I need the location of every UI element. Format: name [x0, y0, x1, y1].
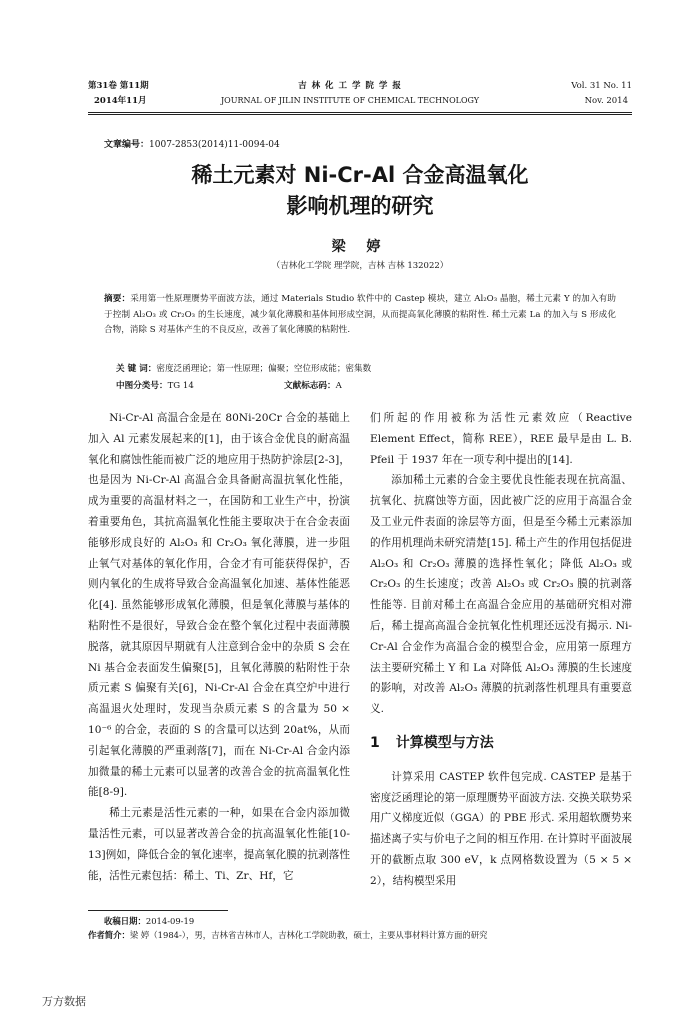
header-rule — [88, 112, 632, 113]
keywords-label: 关 键 词： — [116, 364, 157, 374]
affiliation: （吉林化工学院 理学院，吉林 吉林 132022） — [271, 261, 449, 271]
doc-code-value: A — [335, 381, 342, 391]
right-column — [370, 408, 632, 892]
issue-date: 2014年11月 — [94, 96, 147, 106]
article-number-value: 1007-2853(2014)11-0094-04 — [149, 140, 280, 150]
clc-number — [116, 379, 194, 394]
volume-en: Vol. 31 No. 11 — [571, 81, 632, 91]
document-code — [284, 379, 342, 394]
abstract-text: 采用第一性原理赝势平面波方法，通过 Materials Studio 软件中的 Castep 模块，建立 Al₂O₃ 晶胞，稀土元素 Y 的加入有助于控制 Al₂O₃ 或 Cr₂O₃ 的生长速度，减少氧化薄膜和基体间形成空洞，从而提高氧化薄膜的粘附性. 稀土元素 La 的加入与 S 形成化合物，消除 S 对基体产生的不良反应，改善了氧化薄膜的粘附性. — [104, 294, 616, 335]
keywords — [116, 362, 371, 377]
left-paragraph-2: 稀土元素是活性元素的一种，如果在合金内添加微量活性元素，可以显著改善合金的抗高温氧化性能[10-13]例如，降低合金的氧化速率，提高氧化膜的抗剥落性能，活性元素包括：稀土、Ti、Zr、Hf，它 — [88, 807, 350, 882]
doc-code-label: 文献标志码： — [284, 381, 336, 391]
abstract — [104, 292, 616, 339]
keywords-text: 密度泛函理论；第一性原理；偏聚；空位形成能；密集数 — [156, 364, 372, 374]
right-paragraph-3: 计算采用 CASTEP 软件包完成. CASTEP 是基于密度泛函理论的第一原理赝势平面波方法. 交换关联势采用广义梯度近似（GGA）的 PBE 形式. 采用超软赝势来描述离子实与价电子之间的相互作用. 在计算时平面波展开的截断点取 300 eV，k 点网格数设置为（5 × 5 × 2），结构模型采用 — [370, 770, 632, 887]
journal-name-cn: 吉 林 化 工 学 院 学 报 — [298, 81, 402, 91]
clc-value: TG 14 — [167, 381, 194, 391]
left-paragraph-1: Ni-Cr-Al 高温合金是在 80Ni-20Cr 合金的基础上加入 Al 元素发展起来的[1]，由于该合金优良的耐高温氧化和腐蚀性能而被广泛的地应用于热防护涂层[2-3]，也是因为 Ni-Cr-Al 高温合金具备耐高温抗氧化性能，成为重要的高温材料之一，在国防和工业生产中，扮演着重要角色，其抗高温氧化性能主要取决于在合金表面能够形成良好的 Al₂O₃ 和 Cr₂O₃ 氧化薄膜，进一步阻止氧气对基体的氧化作用，合金才有可能获得保护，否则内氧化的生成将导致合金高温氧化加速、基体性能恶化[4]. 虽然能够形成氧化薄膜，但是氧化薄膜与基体的粘附性不是很好，导致合金在整个氧化过程中表面薄膜脱落，就其原因早期就有人注意到合金中的杂质 S 会在 Ni 基合金表面发生偏聚[5]，且氧化薄膜的粘附性于杂质元素 S 偏聚有关[6]，Ni-Cr-Al 合金在真空炉中进行高温退火处理时，发现当杂质元素 S 的含量为 50 × 10⁻⁶ 的合金，表面的 S 的含量可以达到 20at%，从而引起氧化薄膜的严重剥落[7]，而在 Ni-Cr-Al 合金内添加微量的稀土元素可以显著的改善合金的抗高温氧化性能[8-9]. — [88, 412, 350, 799]
footnote-rule — [88, 910, 228, 911]
bio-label: 作者简介： — [88, 930, 130, 940]
bio-text: 梁 婷（1984-），男，吉林省吉林市人，吉林化工学院助教，硕士，主要从事材料计算方面的研究 — [129, 930, 488, 940]
left-column — [88, 408, 350, 886]
title-line-1: 稀土元素对 Ni-Cr-Al 合金高温氧化 — [191, 163, 529, 187]
abstract-label: 摘要： — [104, 294, 131, 304]
watermark: 万方数据 — [42, 995, 86, 1008]
article-number-label: 文章编号 — [104, 140, 141, 150]
received-label: 收稿日期： — [104, 916, 146, 926]
author-bio — [88, 928, 487, 942]
section-number: 1 — [370, 734, 380, 751]
right-paragraph-2: 添加稀土元素的合金主要优良性能表现在抗高温、抗氧化、抗腐蚀等方面，因此被广泛的应用于高温合金及工业元件表面的涂层等方面，但是至今稀土元素添加的作用机理尚未研究清楚[15]. 稀土产生的作用包括促进 Al₂O₃ 和 Cr₂O₃ 薄膜的选择性氧化；降低 Al₂O₃ 或 Cr₂O₃ 的生长速度；改善 Al₂O₃ 或 Cr₂O₃ 膜的抗剥落性能等. 目前对稀土在高温合金应用的基础研究相对滞后，稀土提高高温合金抗氧化性机理还远没有揭示. Ni-Cr-Al 合金作为高温合金的模型合金，应用第一原理方法主要研究稀土 Y 和 La 对降低 Al₂O₃ 薄膜的生长速度的影响，对改善 Al₂O₃ 薄膜的抗剥落性机理具有重要意义. — [370, 474, 632, 716]
section-title: 计算模型与方法 — [395, 734, 494, 751]
header-rule-2 — [88, 114, 632, 115]
volume-issue: 第31卷 第11期 — [88, 81, 149, 91]
title-line-2: 影响机理的研究 — [286, 194, 434, 218]
author-name: 梁 婷 — [331, 239, 389, 255]
article-number: 文章编号：1007-2853(2014)11-0094-04 — [104, 140, 280, 150]
section-heading — [370, 733, 632, 754]
right-paragraph-1: 们所起的作用被称为活性元素效应（Reactive Element Effect，简称 REE），REE 最早是由 L. B. Pfeil 于 1937 年在一项专利中提出的[14]. — [370, 412, 632, 466]
journal-name-en: JOURNAL OF JILIN INSTITUTE OF CHEMICAL TECHNOLOGY — [220, 96, 480, 105]
clc-label: 中图分类号： — [116, 381, 168, 391]
received-value: 2014-09-19 — [145, 916, 195, 926]
received-date — [104, 914, 194, 928]
date-en: Nov. 2014 — [584, 96, 628, 106]
